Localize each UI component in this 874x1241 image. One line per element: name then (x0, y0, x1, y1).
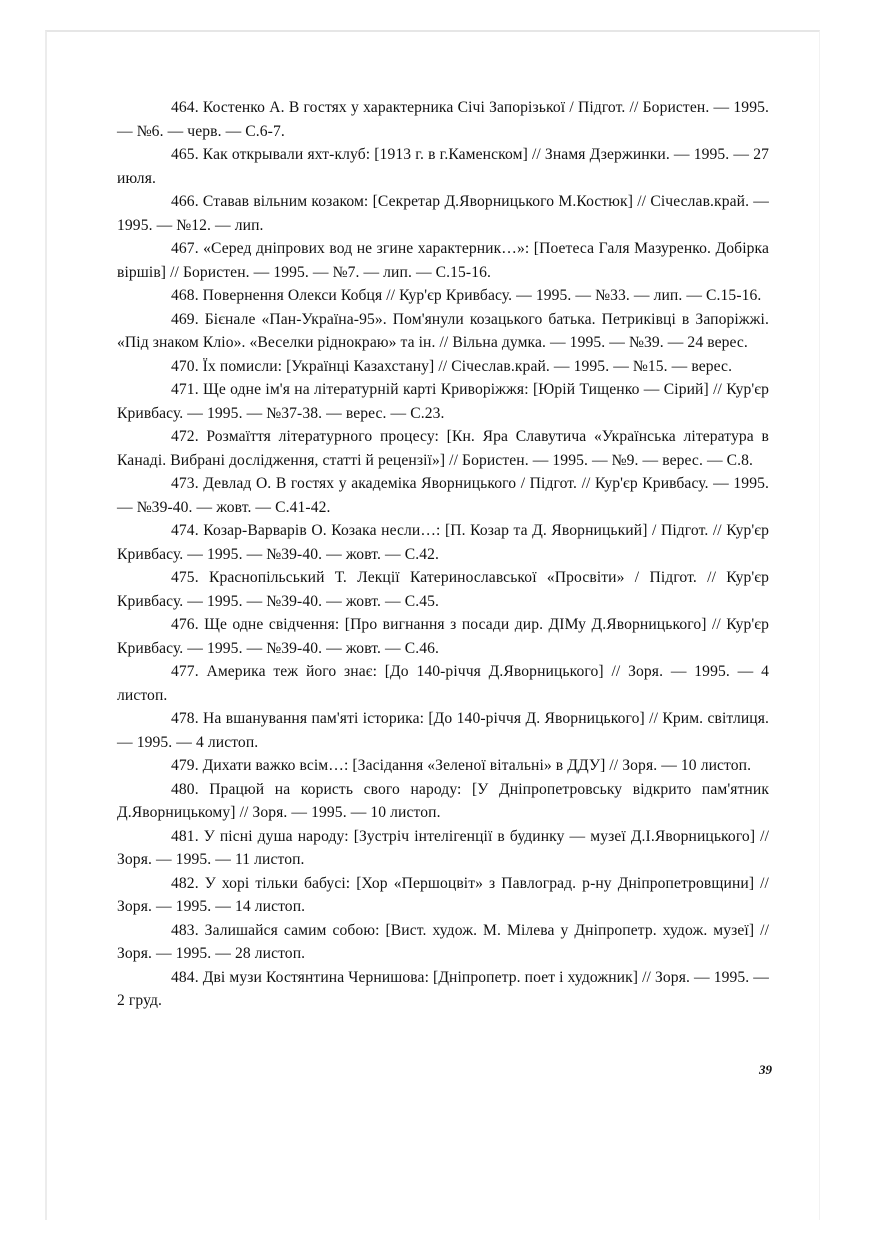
bibliography-entry-475: 475. Краснопільський Т. Лекції Катеринославської «Просвіти» / Підгот. // Кур'єр Кривбасу. — 1995. — №39-40. — жовт. — С.45. (117, 569, 769, 610)
bibliography-entry-467: 467. «Серед дніпрових вод не згине характерник…»: [Поетеса Галя Мазуренко. Добірка віршів] // Бористен. — 1995. — №7. — лип. — С.15-16. (117, 240, 769, 281)
bibliography-entry-480: 480. Працюй на користь свого народу: [У Дніпропетровську відкрито пам'ятник Д.Яворницькому] // Зоря. — 1995. — 10 листоп. (117, 780, 769, 821)
bibliography-entry-477: 477. Америка теж його знає: [До 140-річчя Д.Яворницького] // Зоря. — 1995. — 4 листоп. (117, 663, 769, 704)
bibliography-entry-483: 483. Залишайся самим собою: [Вист. худож. М. Мілева у Дніпропетр. худож. музеї] // Зоря. — 1995. — 28 листоп. (117, 921, 769, 962)
bibliography-entry-464: 464. Костенко А. В гостях у характерника Січі Запорізької / Підгот. // Бористен. — 1995. — №6. — черв. — С.6-7. (117, 99, 769, 140)
bibliography-entry-466: 466. Ставав вільним козаком: [Секретар Д.Яворницького М.Костюк] // Січеслав.край. — 1995. — №12. — лип. (117, 193, 769, 234)
bibliography-entry-465: 465. Как открывали яхт-клуб: [1913 г. в г.Каменском] // Знамя Дзержинки. — 1995. — 27 июля. (117, 146, 769, 187)
bibliography-entry-473: 473. Девлад О. В гостях у академіка Яворницького / Підгот. // Кур'єр Кривбасу. — 1995. — №39-40. — жовт. — С.41-42. (117, 475, 769, 516)
bibliography-entry-472: 472. Розмаїття літературного процесу: [Кн. Яра Славутича «Українська література в Канаді. Вибрані дослідження, статті й рецензії»] // Бористен. — 1995. — №9. — верес. — С.8. (117, 428, 769, 469)
bibliography-entry-479: 479. Дихати важко всім…: [Засідання «Зеленої вітальні» в ДДУ] // Зоря. — 10 листоп. (171, 757, 752, 774)
bibliography-entry-469: 469. Бієнале «Пан-Україна-95». Пом'янули козацького батька. Петриківці в Запоріжжі. «Під знаком Кліо». «Веселки ріднокраю» та ін. // Вільна думка. — 1995. — №39. — 24 верес. (117, 310, 769, 351)
bibliography-entry-468: 468. Повернення Олекси Кобця // Кур'єр Кривбасу. — 1995. — №33. — лип. — С.15-16. (171, 287, 762, 304)
bibliography-entry-476: 476. Ще одне свідчення: [Про вигнання з посади дир. ДІМу Д.Яворницького] // Кур'єр Кривбасу. — 1995. — №39-40. — жовт. — С.46. (117, 616, 769, 657)
bibliography-entry-482: 482. У хорі тільки бабусі: [Хор «Першоцвіт» з Павлоград. р-ну Дніпропетровщини] // Зоря. — 1995. — 14 листоп. (117, 874, 769, 915)
bibliography-entry-481: 481. У пісні душа народу: [Зустріч інтелігенції в будинку — музеї Д.І.Яворницького] // Зоря. — 1995. — 11 листоп. (117, 827, 769, 868)
bibliography-list (117, 96, 769, 1013)
bibliography-entry-474: 474. Козар-Варварів О. Козака несли…: [П. Козар та Д. Яворницький] / Підгот. // Кур'єр Кривбасу. — 1995. — №39-40. — жовт. — С.42. (117, 522, 769, 563)
page-number: 39 (759, 1062, 772, 1077)
bibliography-entry-484: 484. Дві музи Костянтина Чернишова: [Дніпропетр. поет і художник] // Зоря. — 1995. — 2 груд. (117, 968, 769, 1009)
bibliography-entry-478: 478. На вшанування пам'яті історика: [До 140-річчя Д. Яворницького] // Крим. світлиця. — 1995. — 4 листоп. (117, 710, 769, 751)
bibliography-entry-471: 471. Ще одне ім'я на літературній карті Криворіжжя: [Юрій Тищенко — Сірий] // Кур'єр Кривбасу. — 1995. — №37-38. — верес. — С.23. (117, 381, 769, 422)
bibliography-entry-470: 470. Їх помисли: [Українці Казахстану] // Січеслав.край. — 1995. — №15. — верес. (171, 357, 733, 375)
